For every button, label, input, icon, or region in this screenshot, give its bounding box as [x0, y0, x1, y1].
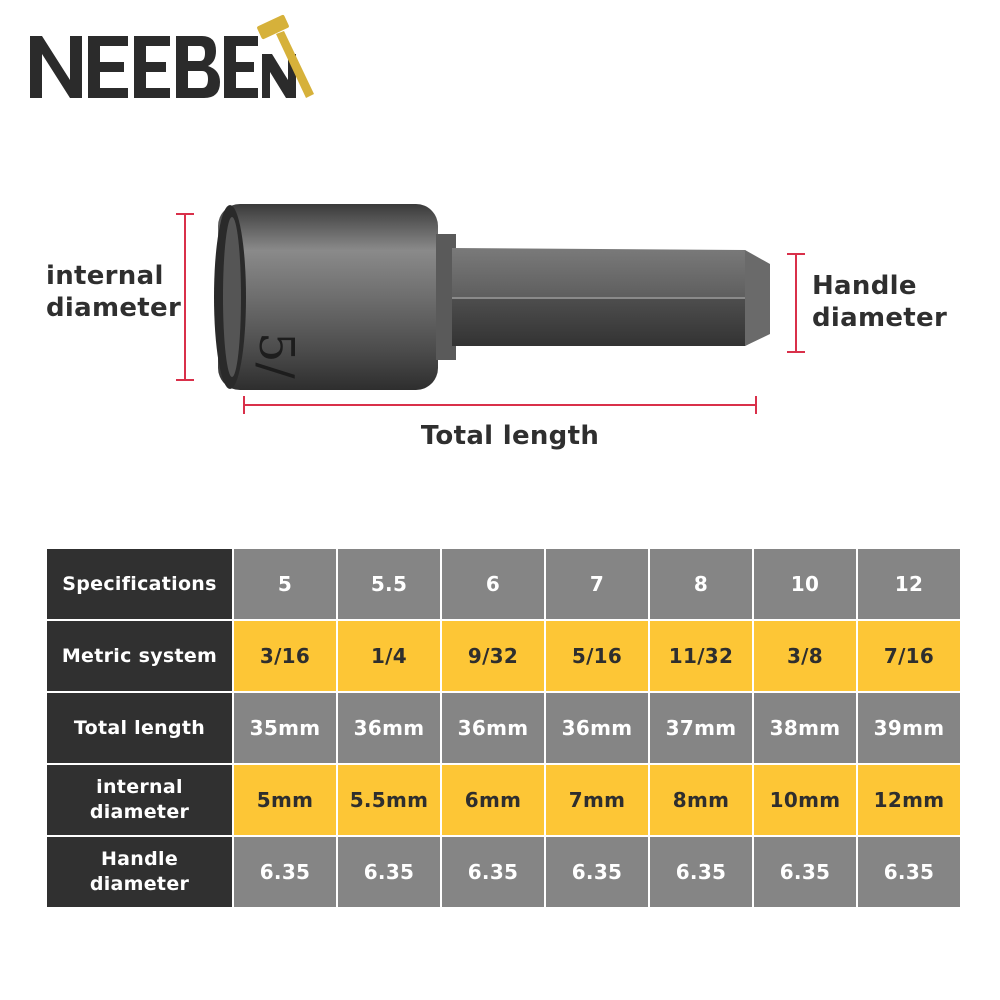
internal-diameter-label — [46, 260, 181, 324]
specification-table — [45, 547, 962, 909]
table-cell: 6.35 — [442, 837, 544, 907]
total-length-label: Total length — [420, 421, 600, 451]
row-header — [47, 549, 232, 619]
internal-diameter-label-line1: internal — [46, 261, 164, 291]
table-cell: 37mm — [650, 693, 752, 763]
table-cell: 7 — [546, 549, 648, 619]
table-cell: 38mm — [754, 693, 856, 763]
table-cell: 3/16 — [234, 621, 336, 691]
row-header — [47, 621, 232, 691]
hex-shank — [452, 248, 770, 346]
table-cell: 36mm — [442, 693, 544, 763]
row-header-text: internal — [96, 776, 183, 798]
table-cell: 5mm — [234, 765, 336, 835]
table-cell: 12 — [858, 549, 960, 619]
table-row — [47, 621, 960, 691]
table-cell: 9/32 — [442, 621, 544, 691]
engraving-text: 5/ — [248, 332, 304, 379]
table-cell: 1/4 — [338, 621, 440, 691]
row-header-text: Specifications — [62, 572, 217, 595]
table-row — [47, 837, 960, 907]
row-header-text: Handle — [100, 848, 179, 870]
table-cell: 8 — [650, 549, 752, 619]
table-cell: 6mm — [442, 765, 544, 835]
table-cell: 5 — [234, 549, 336, 619]
table-cell: 7mm — [546, 765, 648, 835]
table-row — [47, 549, 960, 619]
table-cell: 6.35 — [338, 837, 440, 907]
table-cell: 36mm — [338, 693, 440, 763]
table-cell: 7/16 — [858, 621, 960, 691]
table-cell: 6.35 — [234, 837, 336, 907]
row-header-text: diameter — [89, 873, 190, 895]
table-cell: 6.35 — [650, 837, 752, 907]
table-cell: 39mm — [858, 693, 960, 763]
brand-logo — [22, 14, 322, 106]
table-cell: 5.5 — [338, 549, 440, 619]
row-header — [47, 837, 232, 907]
row-header — [47, 693, 232, 763]
handle-diameter-label-line1: Handle — [812, 271, 917, 301]
internal-diameter-label-line2: diameter — [46, 293, 182, 323]
table-cell: 8mm — [650, 765, 752, 835]
table-cell: 11/32 — [650, 621, 752, 691]
table-cell: 10mm — [754, 765, 856, 835]
table-cell: 6 — [442, 549, 544, 619]
row-header-text: Total length — [73, 716, 206, 739]
table-row — [47, 693, 960, 763]
table-cell: 35mm — [234, 693, 336, 763]
table-cell: 5.5mm — [338, 765, 440, 835]
table-cell: 6.35 — [858, 837, 960, 907]
row-header-text: Metric system — [61, 644, 218, 667]
table-cell: 3/8 — [754, 621, 856, 691]
row-header — [47, 765, 232, 835]
table-row — [47, 765, 960, 835]
handle-diameter-label-line2: diameter — [812, 303, 948, 333]
table-cell: 5/16 — [546, 621, 648, 691]
table-cell: 10 — [754, 549, 856, 619]
table-cell: 6.35 — [546, 837, 648, 907]
table-cell: 6.35 — [754, 837, 856, 907]
handle-diameter-label — [812, 270, 947, 334]
table-cell: 36mm — [546, 693, 648, 763]
table-cell: 12mm — [858, 765, 960, 835]
row-header-text: diameter — [89, 801, 190, 823]
